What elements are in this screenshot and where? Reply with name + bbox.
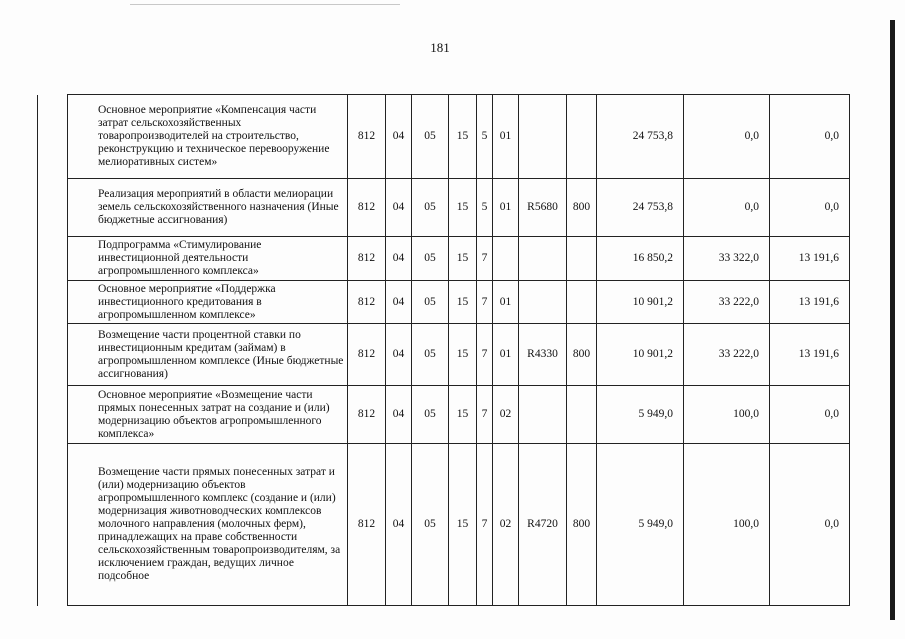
- cell-expense-type: 800: [567, 324, 597, 386]
- table-row: [38, 324, 850, 386]
- cell-amount-2: 33 222,0: [684, 324, 770, 386]
- cell-program: 15: [449, 179, 477, 237]
- cell-event: 01: [493, 179, 519, 237]
- cell-amount-2: 100,0: [684, 444, 770, 606]
- cell-subprogram: 5: [477, 179, 493, 237]
- budget-table: [37, 94, 850, 606]
- cell-name: Возмещение части прямых понесенных затрат и (или) модернизацию объектов агропромышленного комплекс (создание и (или) модернизация животноводческих комплексов молочного направления (молочных ферм), принадлежащих на праве собственности сельскохозяйственным товаропроизводителям, за исключением граждан, ведущих личное подсобное: [68, 444, 348, 606]
- cell-amount-3: 0,0: [770, 386, 850, 444]
- cell-section: 04: [386, 237, 412, 281]
- cell-amount-1: 24 753,8: [597, 95, 684, 179]
- scan-page-edge: [890, 20, 895, 620]
- cell-subsection: 05: [412, 281, 449, 324]
- cell-expense-type: [567, 281, 597, 324]
- cell-expense-type: 800: [567, 444, 597, 606]
- cell-blank: [38, 324, 68, 386]
- table-row: [38, 386, 850, 444]
- cell-name: Основное мероприятие «Компенсация части затрат сельскохозяйственных товаропроизводителей на строительство, реконструкцию и техническое перевооружение мелиоративных систем»: [68, 95, 348, 179]
- cell-amount-1: 16 850,2: [597, 237, 684, 281]
- table-row: [38, 444, 850, 606]
- cell-amount-2: 33 222,0: [684, 281, 770, 324]
- cell-program: 15: [449, 95, 477, 179]
- cell-event: 02: [493, 444, 519, 606]
- cell-ministry-code: 812: [348, 281, 386, 324]
- cell-amount-3: 13 191,6: [770, 237, 850, 281]
- cell-amount-2: 0,0: [684, 95, 770, 179]
- cell-ministry-code: 812: [348, 95, 386, 179]
- table-row: [38, 281, 850, 324]
- cell-amount-2: 100,0: [684, 386, 770, 444]
- cell-subsection: 05: [412, 324, 449, 386]
- cell-event: 02: [493, 386, 519, 444]
- cell-program: 15: [449, 386, 477, 444]
- cell-amount-3: 0,0: [770, 95, 850, 179]
- cell-subsection: 05: [412, 95, 449, 179]
- cell-amount-1: 10 901,2: [597, 281, 684, 324]
- table-row: [38, 179, 850, 237]
- cell-subprogram: 7: [477, 281, 493, 324]
- page-number: 181: [430, 40, 450, 55]
- cell-subsection: 05: [412, 237, 449, 281]
- cell-blank: [38, 237, 68, 281]
- cell-direction: R4330: [519, 324, 567, 386]
- cell-section: 04: [386, 386, 412, 444]
- cell-subprogram: 5: [477, 95, 493, 179]
- cell-subsection: 05: [412, 444, 449, 606]
- cell-subprogram: 7: [477, 444, 493, 606]
- cell-expense-type: [567, 237, 597, 281]
- cell-blank: [38, 95, 68, 179]
- cell-amount-1: 24 753,8: [597, 179, 684, 237]
- cell-subprogram: 7: [477, 386, 493, 444]
- cell-subprogram: 7: [477, 324, 493, 386]
- cell-expense-type: [567, 386, 597, 444]
- cell-program: 15: [449, 324, 477, 386]
- cell-program: 15: [449, 444, 477, 606]
- cell-direction: [519, 386, 567, 444]
- cell-direction: R4720: [519, 444, 567, 606]
- cell-amount-1: 5 949,0: [597, 386, 684, 444]
- cell-expense-type: 800: [567, 179, 597, 237]
- cell-amount-3: 0,0: [770, 444, 850, 606]
- cell-blank: [38, 386, 68, 444]
- cell-name: Основное мероприятие «Поддержка инвестиционного кредитования в агропромышленном комплексе»: [68, 281, 348, 324]
- table-row: [38, 237, 850, 281]
- cell-subprogram: 7: [477, 237, 493, 281]
- cell-direction: [519, 237, 567, 281]
- cell-section: 04: [386, 95, 412, 179]
- cell-section: 04: [386, 444, 412, 606]
- cell-section: 04: [386, 281, 412, 324]
- table-body: [38, 95, 850, 606]
- cell-amount-2: 33 322,0: [684, 237, 770, 281]
- cell-program: 15: [449, 281, 477, 324]
- cell-amount-2: 0,0: [684, 179, 770, 237]
- cell-name: Основное мероприятие «Возмещение части прямых понесенных затрат на создание и (или) модернизацию объектов агропромышленного комплекса»: [68, 386, 348, 444]
- cell-blank: [38, 281, 68, 324]
- cell-name: Возмещение части процентной ставки по инвестиционным кредитам (займам) в агропромышленном комплексе (Иные бюджетные ассигнования): [68, 324, 348, 386]
- cell-section: 04: [386, 179, 412, 237]
- table-row: [38, 95, 850, 179]
- cell-blank: [38, 444, 68, 606]
- cell-amount-1: 5 949,0: [597, 444, 684, 606]
- cell-subsection: 05: [412, 179, 449, 237]
- cell-blank: [38, 179, 68, 237]
- cell-amount-3: 13 191,6: [770, 324, 850, 386]
- cell-ministry-code: 812: [348, 324, 386, 386]
- cell-section: 04: [386, 324, 412, 386]
- cell-ministry-code: 812: [348, 179, 386, 237]
- cell-direction: [519, 95, 567, 179]
- cell-program: 15: [449, 237, 477, 281]
- cell-event: 01: [493, 95, 519, 179]
- cell-direction: R5680: [519, 179, 567, 237]
- cell-event: [493, 237, 519, 281]
- cell-subsection: 05: [412, 386, 449, 444]
- cell-amount-3: 0,0: [770, 179, 850, 237]
- cell-name: Подпрограмма «Стимулирование инвестиционной деятельности агропромышленного комплекса»: [68, 237, 348, 281]
- cell-event: 01: [493, 281, 519, 324]
- cell-ministry-code: 812: [348, 237, 386, 281]
- cell-ministry-code: 812: [348, 444, 386, 606]
- cell-name: Реализация мероприятий в области мелиорации земель сельскохозяйственного назначения (Иные бюджетные ассигнования): [68, 179, 348, 237]
- cell-expense-type: [567, 95, 597, 179]
- cell-amount-1: 10 901,2: [597, 324, 684, 386]
- cell-event: 01: [493, 324, 519, 386]
- scan-artifact-line: [130, 4, 400, 5]
- cell-ministry-code: 812: [348, 386, 386, 444]
- cell-direction: [519, 281, 567, 324]
- cell-amount-3: 13 191,6: [770, 281, 850, 324]
